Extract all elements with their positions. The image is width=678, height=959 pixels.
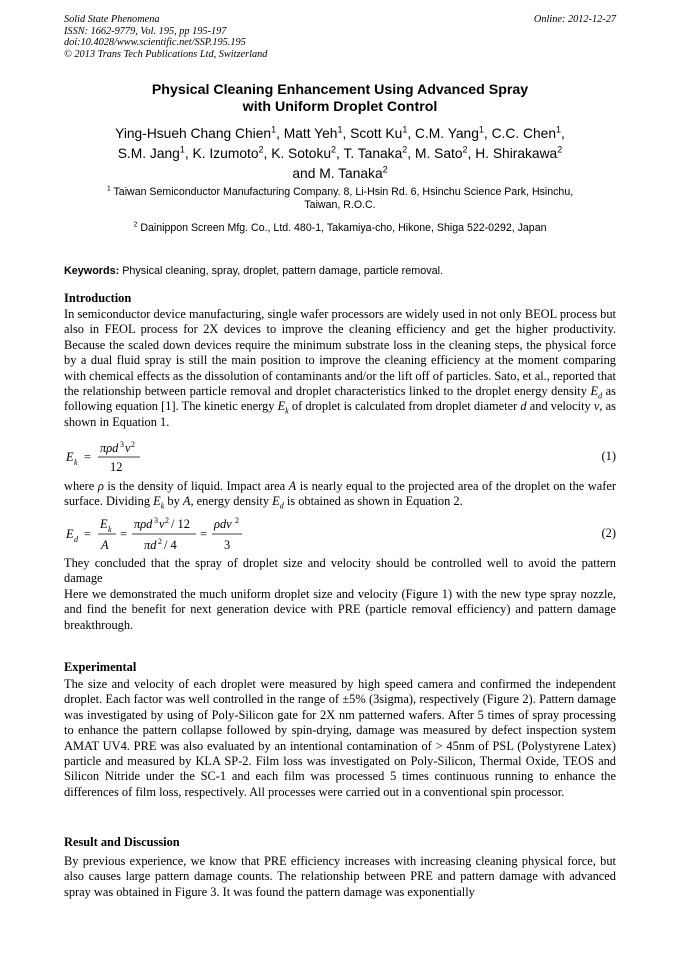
affiliation-1: $^1$ Taiwan Semiconductor Manufacturing Company. 8, Li-Hsin Rd. 6, Hsinchu Science Park, Hsinchu, Taiwan, R.O.C. [106,185,574,212]
svg-text:=: = [84,527,91,541]
author-line-1: Ying-Hsueh Chang Chien$^1$, Matt Yeh$^1$, Scott Ku$^1$, C.M. Yang$^1$, C.C. Chen$^1$, [115,124,565,141]
paper-title [64,82,616,116]
journal-name: Solid State Phenomena [64,14,160,25]
author-affiliation-mark: 1 [478,124,484,135]
svg-text:v: v [159,517,165,531]
equation-1-number: (1) [601,449,616,463]
equation-2-number: (2) [601,526,616,540]
svg-text:πρd: πρd [100,441,119,455]
svg-text:k: k [108,525,112,534]
equation-1-formula [64,438,224,476]
experimental-paragraph: The size and velocity of each droplet were measured by high speed camera and confirmed the independent droplet. Each factor was well controlled in the range of ±5% (3sigma), respectively (Figure 2). Pattern damage was investigated by using of Poly-Silicon gate for 2X nm patterned wafers. After 5 times of spray processing to enhance the pattern collapse followed by spin-drying, damage was measured by defect inspection system AMAT UV4. PRE was also evaluated by an intentional contamination of > 45nm of PSL (Polystyrene Latex) particle and measured by KLA SP-2. Film loss was investigated on Poly-Silicon, Thermal Oxide, TEOS and Silicon Nitride under the SC-1 and each film was processed 5 times continuous running to enhance the differences of film loss, respectively. All processes were carried out in a conventional spin processor. [64,677,616,799]
section-heading-introduction: Introduction [64,291,132,305]
equation-1 [64,438,616,476]
svg-text:=: = [120,527,127,541]
online-date: Online: 2012-12-27 [533,14,616,25]
svg-text:E: E [100,517,108,531]
author-name: K. Izumoto [192,146,259,161]
author-name: H. Shirakawa [475,146,558,161]
svg-text:d: d [74,535,78,544]
svg-text:12: 12 [110,460,123,474]
svg-text:E: E [66,527,74,541]
results-paragraph: By previous experience, we know that PRE efficiency increases with increasing cleaning physical force, but also causes large pattern damage counts. The relationship between PRE and pattern damage with advanced spray was obtained in Figure 3. It was found the pattern damage was exponentially [64,854,616,899]
svg-text:A: A [101,538,109,552]
svg-text:ρdv: ρdv [214,517,232,531]
svg-text:πρd: πρd [134,517,153,531]
author-name: T. Tanaka [343,146,403,161]
svg-text:=: = [84,450,91,464]
author-affiliation-mark: 1 [179,144,185,155]
svg-text:2: 2 [158,537,162,546]
author-affiliation-mark: 1 [271,124,277,135]
author-line-3: and M. Tanaka$^2$ [292,164,388,181]
author-affiliation-mark: 2 [557,144,563,155]
affiliation-2: $^2$ Dainippon Screen Mfg. Co., Ltd. 480-1, Takamiya-cho, Hikone, Shiga 522-0292, Japan [133,221,547,234]
svg-text:k: k [74,458,78,467]
author-name: M. Sato [414,146,463,161]
svg-text:3: 3 [224,538,231,552]
svg-text:=: = [200,527,207,541]
svg-text:2: 2 [165,516,169,525]
conclusion-paragraph: They concluded that the spray of droplet size and velocity should be controlled well to avoid the pattern damage [64,556,616,586]
svg-text:3: 3 [120,440,124,449]
svg-text:2: 2 [131,440,135,449]
where-paragraph: where ρ is the density of liquid. Impact area A is nearly equal to the projected area of the droplet on the wafer surface. Dividing $E_k$ by A, energy density $E_d$ is obtained as shown in Equation 2. [64,479,617,511]
svg-text:πd: πd [144,538,157,552]
author-affiliation-mark: 2 [382,164,388,175]
keywords-label: Keywords: [64,265,120,277]
equation-2 [64,514,616,554]
issn-line: ISSN: 1662-9779, Vol. 195, pp 195-197 [64,25,227,37]
author-line-2: S.M. Jang$^1$, K. Izumoto$^2$, K. Sotoku$^2$, T. Tanaka$^2$, M. Sato$^2$, H. Shirakawa$^2$ [117,144,563,161]
author-list [64,124,616,184]
equation-2-formula [64,514,324,554]
svg-text:v: v [125,441,131,455]
author-affiliation-mark: 1 [556,124,562,135]
journal-header [64,14,616,60]
copyright-line: © 2013 Trans Tech Publications Ltd, Switzerland [64,48,268,60]
author-name: Matt Yeh [283,126,338,141]
author-affiliation-mark: 2 [402,144,408,155]
author-affiliation-mark: 1 [337,124,343,135]
demonstration-paragraph: Here we demonstrated the much uniform droplet size and velocity (Figure 1) with the new type spray nozzle, and find the benefit for next generation device with PRE (particle removal efficiency) and pattern damage breakthrough. [64,587,616,632]
doi-line: doi:10.4028/www.scientific.net/SSP.195.195 [64,37,246,49]
author-affiliation-mark: 2 [258,144,264,155]
svg-text:E: E [66,450,74,464]
author-affiliation-mark: 2 [462,144,468,155]
title-line-2: with Uniform Droplet Control [242,99,438,115]
author-affiliation-mark: 2 [331,144,337,155]
intro-paragraph: In semiconductor device manufacturing, single wafer processors are widely used in not only BEOL process but also in FEOL process for 2X devices to improve the cleaning efficiency and get the higher productivity. Because the scaled down devices require the minimum substrate loss in the cleaning steps, the physical force by a dual fluid spray is still the main position to improve the cleaning efficiency at the moment comparing with chemical effects as the dissolution of contaminants and/or the lift off of particles. Sato, et al., reported that the relationship between particle removal and droplet characteristics linked to the droplet energy density $E_d$ as following equation [1]. The kinetic energy $E_k$ of droplet is calculated from droplet diameter d and velocity v, as shown in Equation 1. [64,307,616,429]
svg-text:2: 2 [235,516,239,525]
section-heading-experimental: Experimental [64,660,137,674]
title-line-1: Physical Cleaning Enhancement Using Advanced Spray [151,82,529,98]
author-affiliation-mark: 1 [402,124,408,135]
author-name: Scott Ku [350,126,403,141]
author-name: M. Tanaka [319,166,383,181]
author-name: C.C. Chen [491,126,557,141]
svg-text:/ 4: / 4 [164,538,177,552]
author-name: C.M. Yang [415,126,479,141]
keywords-text: Physical cleaning, spray, droplet, pattern damage, particle removal. [122,265,444,277]
svg-text:/ 12: / 12 [171,517,190,531]
author-name: K. Sotoku [271,146,332,161]
keywords [64,264,616,278]
author-name: S.M. Jang [117,146,180,161]
svg-text:3: 3 [154,516,158,525]
section-heading-results: Result and Discussion [64,835,180,849]
author-name: Ying-Hsueh Chang Chien [115,126,272,141]
